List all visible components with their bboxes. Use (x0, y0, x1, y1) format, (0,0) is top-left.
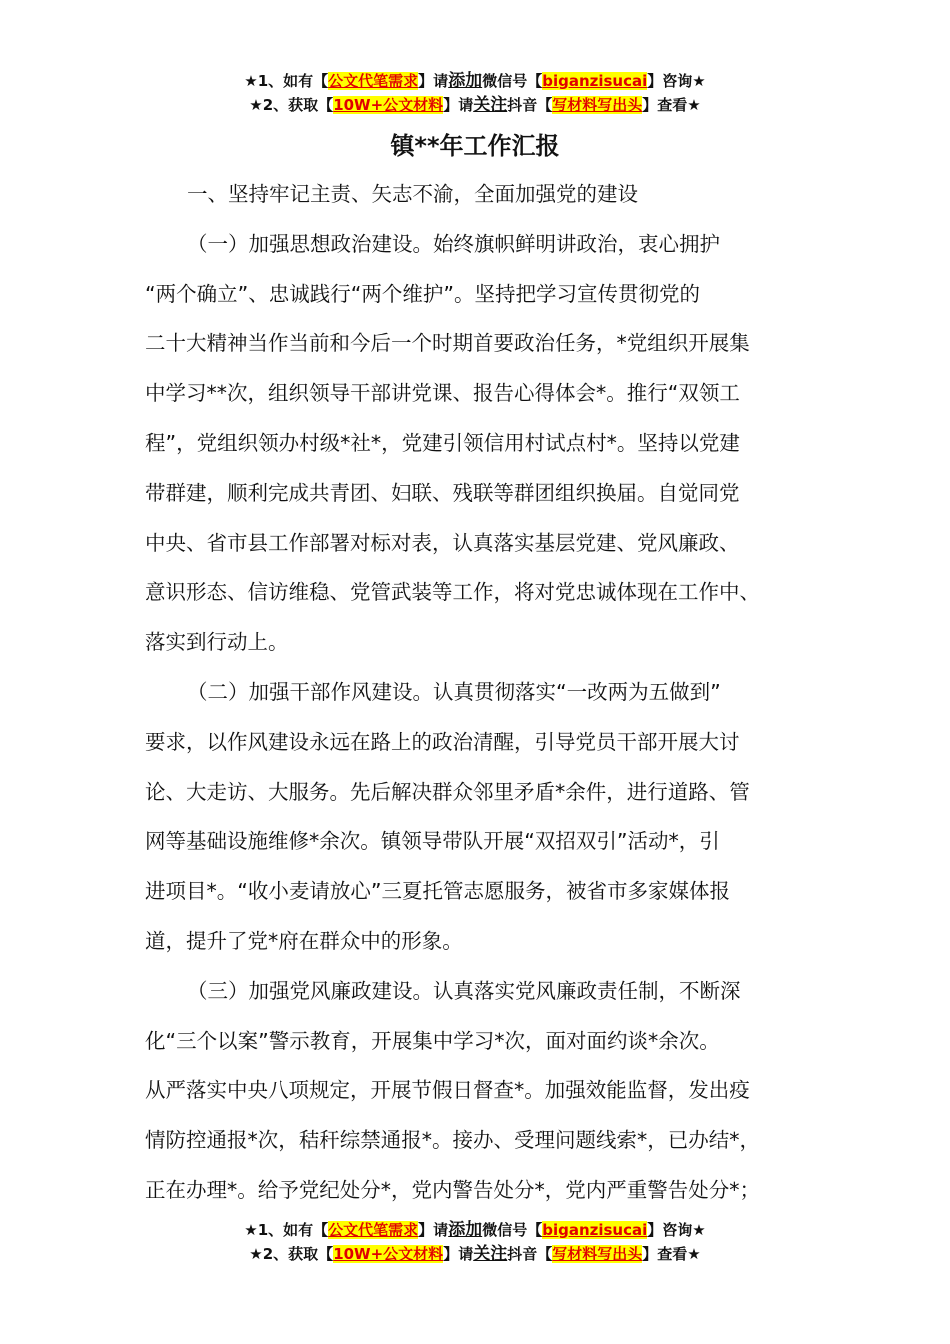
section-heading: 一、坚持牢记主责、矢志不渝，全面加强党的建设 (187, 182, 638, 206)
paragraph-line: 网等基础设施维修*余次。镇领导带队开展“双招双引”活动*，引 (145, 829, 720, 854)
paragraph-line: 带群建，顺利完成共青团、妇联、残联等群团组织换届。自觉同党 (145, 480, 740, 505)
paragraph-line: 论、大走访、大服务。先后解决群众邻里矛盾*余件，进行道路、管 (145, 779, 750, 804)
paragraph-line: “两个确立”、忠诚践行“两个维护”。坚持把学习宣传贯彻党的 (145, 281, 700, 306)
paragraph-line: 道，提升了党*府在群众中的形象。 (145, 928, 463, 953)
paragraph-line: （一）加强思想政治建设。始终旗帜鲜明讲政治，衷心拥护 (187, 231, 720, 256)
document-title: 镇**年工作汇报 (390, 132, 560, 160)
promo-line-2: ★2、获取【10W+公文材料】请关注抖音【写材料写出头】查看★ (249, 95, 701, 115)
paragraph-line: 中学习**次，组织领导干部讲党课、报告心得体会*。推行“双领工 (145, 381, 740, 406)
paragraph-line: 中央、省市县工作部署对标对表，认真落实基层党建、党风廉政、 (145, 530, 740, 555)
paragraph-line: （二）加强干部作风建设。认真贯彻落实“一改两为五做到” (187, 679, 721, 704)
paragraph-line: 情防控通报*次，秸秆综禁通报*。接办、受理问题线索*，已办结*， (145, 1128, 760, 1153)
paragraph-line: 进项目*。“收小麦请放心”三夏托管志愿服务，被省市多家媒体报 (145, 879, 730, 904)
paragraph-line: 正在办理*。给予党纪处分*，党内警告处分*，党内严重警告处分*； (145, 1177, 760, 1202)
paragraph-line: 落实到行动上。 (145, 630, 289, 655)
paragraph-line: 程”，党组织领办村级*社*，党建引领信用村试点村*。坚持以党建 (145, 430, 740, 455)
promo-line-2: ★2、获取【10W+公文材料】请关注抖音【写材料写出头】查看★ (249, 1244, 701, 1264)
paragraph-line: （三）加强党风廉政建设。认真落实党风廉政责任制，不断深 (187, 978, 741, 1003)
paragraph-line: 化“三个以案”警示教育，开展集中学习*次，面对面约谈*余次。 (145, 1028, 720, 1053)
document-body (145, 170, 835, 1216)
paragraph-line: 意识形态、信访维稳、党管武装等工作，将对党忠诚体现在工作中、 (145, 580, 760, 605)
paragraph-line: 二十大精神当作当前和今后一个时期首要政治任务，*党组织开展集 (145, 331, 750, 356)
promo-line-1: ★1、如有【公文代笔需求】请添加微信号【biganzisucai】咨询★ (244, 71, 706, 91)
paragraph-line: 要求，以作风建设永远在路上的政治清醒，引导党员干部开展大讨 (145, 729, 740, 754)
paragraph-line: 从严落实中央八项规定，开展节假日督查*。加强效能监督，发出疫 (145, 1078, 750, 1103)
promo-line-1: ★1、如有【公文代笔需求】请添加微信号【biganzisucai】咨询★ (244, 1220, 706, 1240)
promo-banner-top (0, 69, 950, 117)
promo-banner-bottom (0, 1218, 950, 1266)
